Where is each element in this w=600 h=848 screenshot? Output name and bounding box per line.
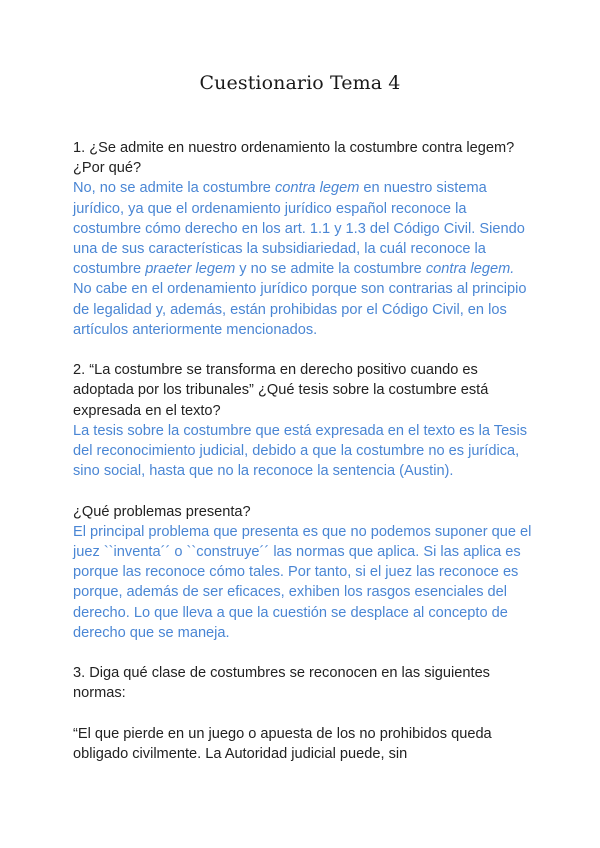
answer-1-term-praeter-legem: praeter legem bbox=[145, 261, 236, 278]
paragraph-gap bbox=[73, 643, 533, 663]
document-title: Cuestionario Tema 4 bbox=[199, 72, 401, 94]
answer-1-part-c: y no se admite la costumbre bbox=[235, 261, 426, 278]
answer-2-sub: El principal problema que presenta es que no podemos suponer que el juez ``inventa´´ o ``construye´´ las normas que aplica. Si las aplica es porque las reconoce cómo tales. Por tanto, si el juez las reconoce es porque, además de ser eficaces, exhiben los rasgos esenciales del derecho. Lo que lleva a que la cuestión se desplace al concepto de derecho que se maneja. bbox=[73, 523, 532, 641]
answer-1-term-contra-legem-2: contra legem. bbox=[425, 261, 515, 278]
paragraph-gap bbox=[73, 481, 533, 501]
answer-1 bbox=[73, 178, 533, 340]
question-2-sub: ¿Qué problemas presenta? bbox=[73, 503, 251, 520]
quote-3: “El que pierde en un juego o apuesta de los no prohibidos queda obligado civilmente. La Autoridad judicial puede, sin bbox=[73, 725, 492, 763]
answer-1-term-contra-legem: contra legem bbox=[274, 180, 360, 197]
document-body bbox=[73, 138, 533, 764]
answer-2: La tesis sobre la costumbre que está expresada en el texto es la Tesis del reconocimiento judicial, debido a que la costumbre no es jurídica, sino social, hasta que no la reconoce la sentencia (Austin). bbox=[73, 422, 528, 480]
answer-1-part-b: en nuestro sistema jurídico, ya que el ordenamiento jurídico español reconoce la costumbre cómo derecho en los art. 1.1 y 1.3 del Código Civil. Siendo una de sus características la subsidiariedad, la cuál reconoce la costumbre bbox=[73, 180, 525, 278]
answer-1-part-d: No cabe en el ordenamiento jurídico porque son contrarias al principio de legalidad y, además, están prohibidas por el Código Civil, en los artículos anteriormente mencionados. bbox=[73, 281, 527, 338]
answer-1-part-a: No, no se admite la costumbre bbox=[73, 180, 275, 197]
paragraph-gap bbox=[73, 340, 533, 360]
question-3: 3. Diga qué clase de costumbres se reconocen en las siguientes normas: bbox=[73, 665, 490, 702]
paragraph-gap bbox=[73, 704, 533, 724]
question-1: 1. ¿Se admite en nuestro ordenamiento la costumbre contra legem? ¿Por qué? bbox=[73, 140, 515, 177]
question-2: 2. “La costumbre se transforma en derecho positivo cuando es adoptada por los tribunales” ¿Qué tesis sobre la costumbre está expresada en el texto? bbox=[73, 362, 489, 419]
